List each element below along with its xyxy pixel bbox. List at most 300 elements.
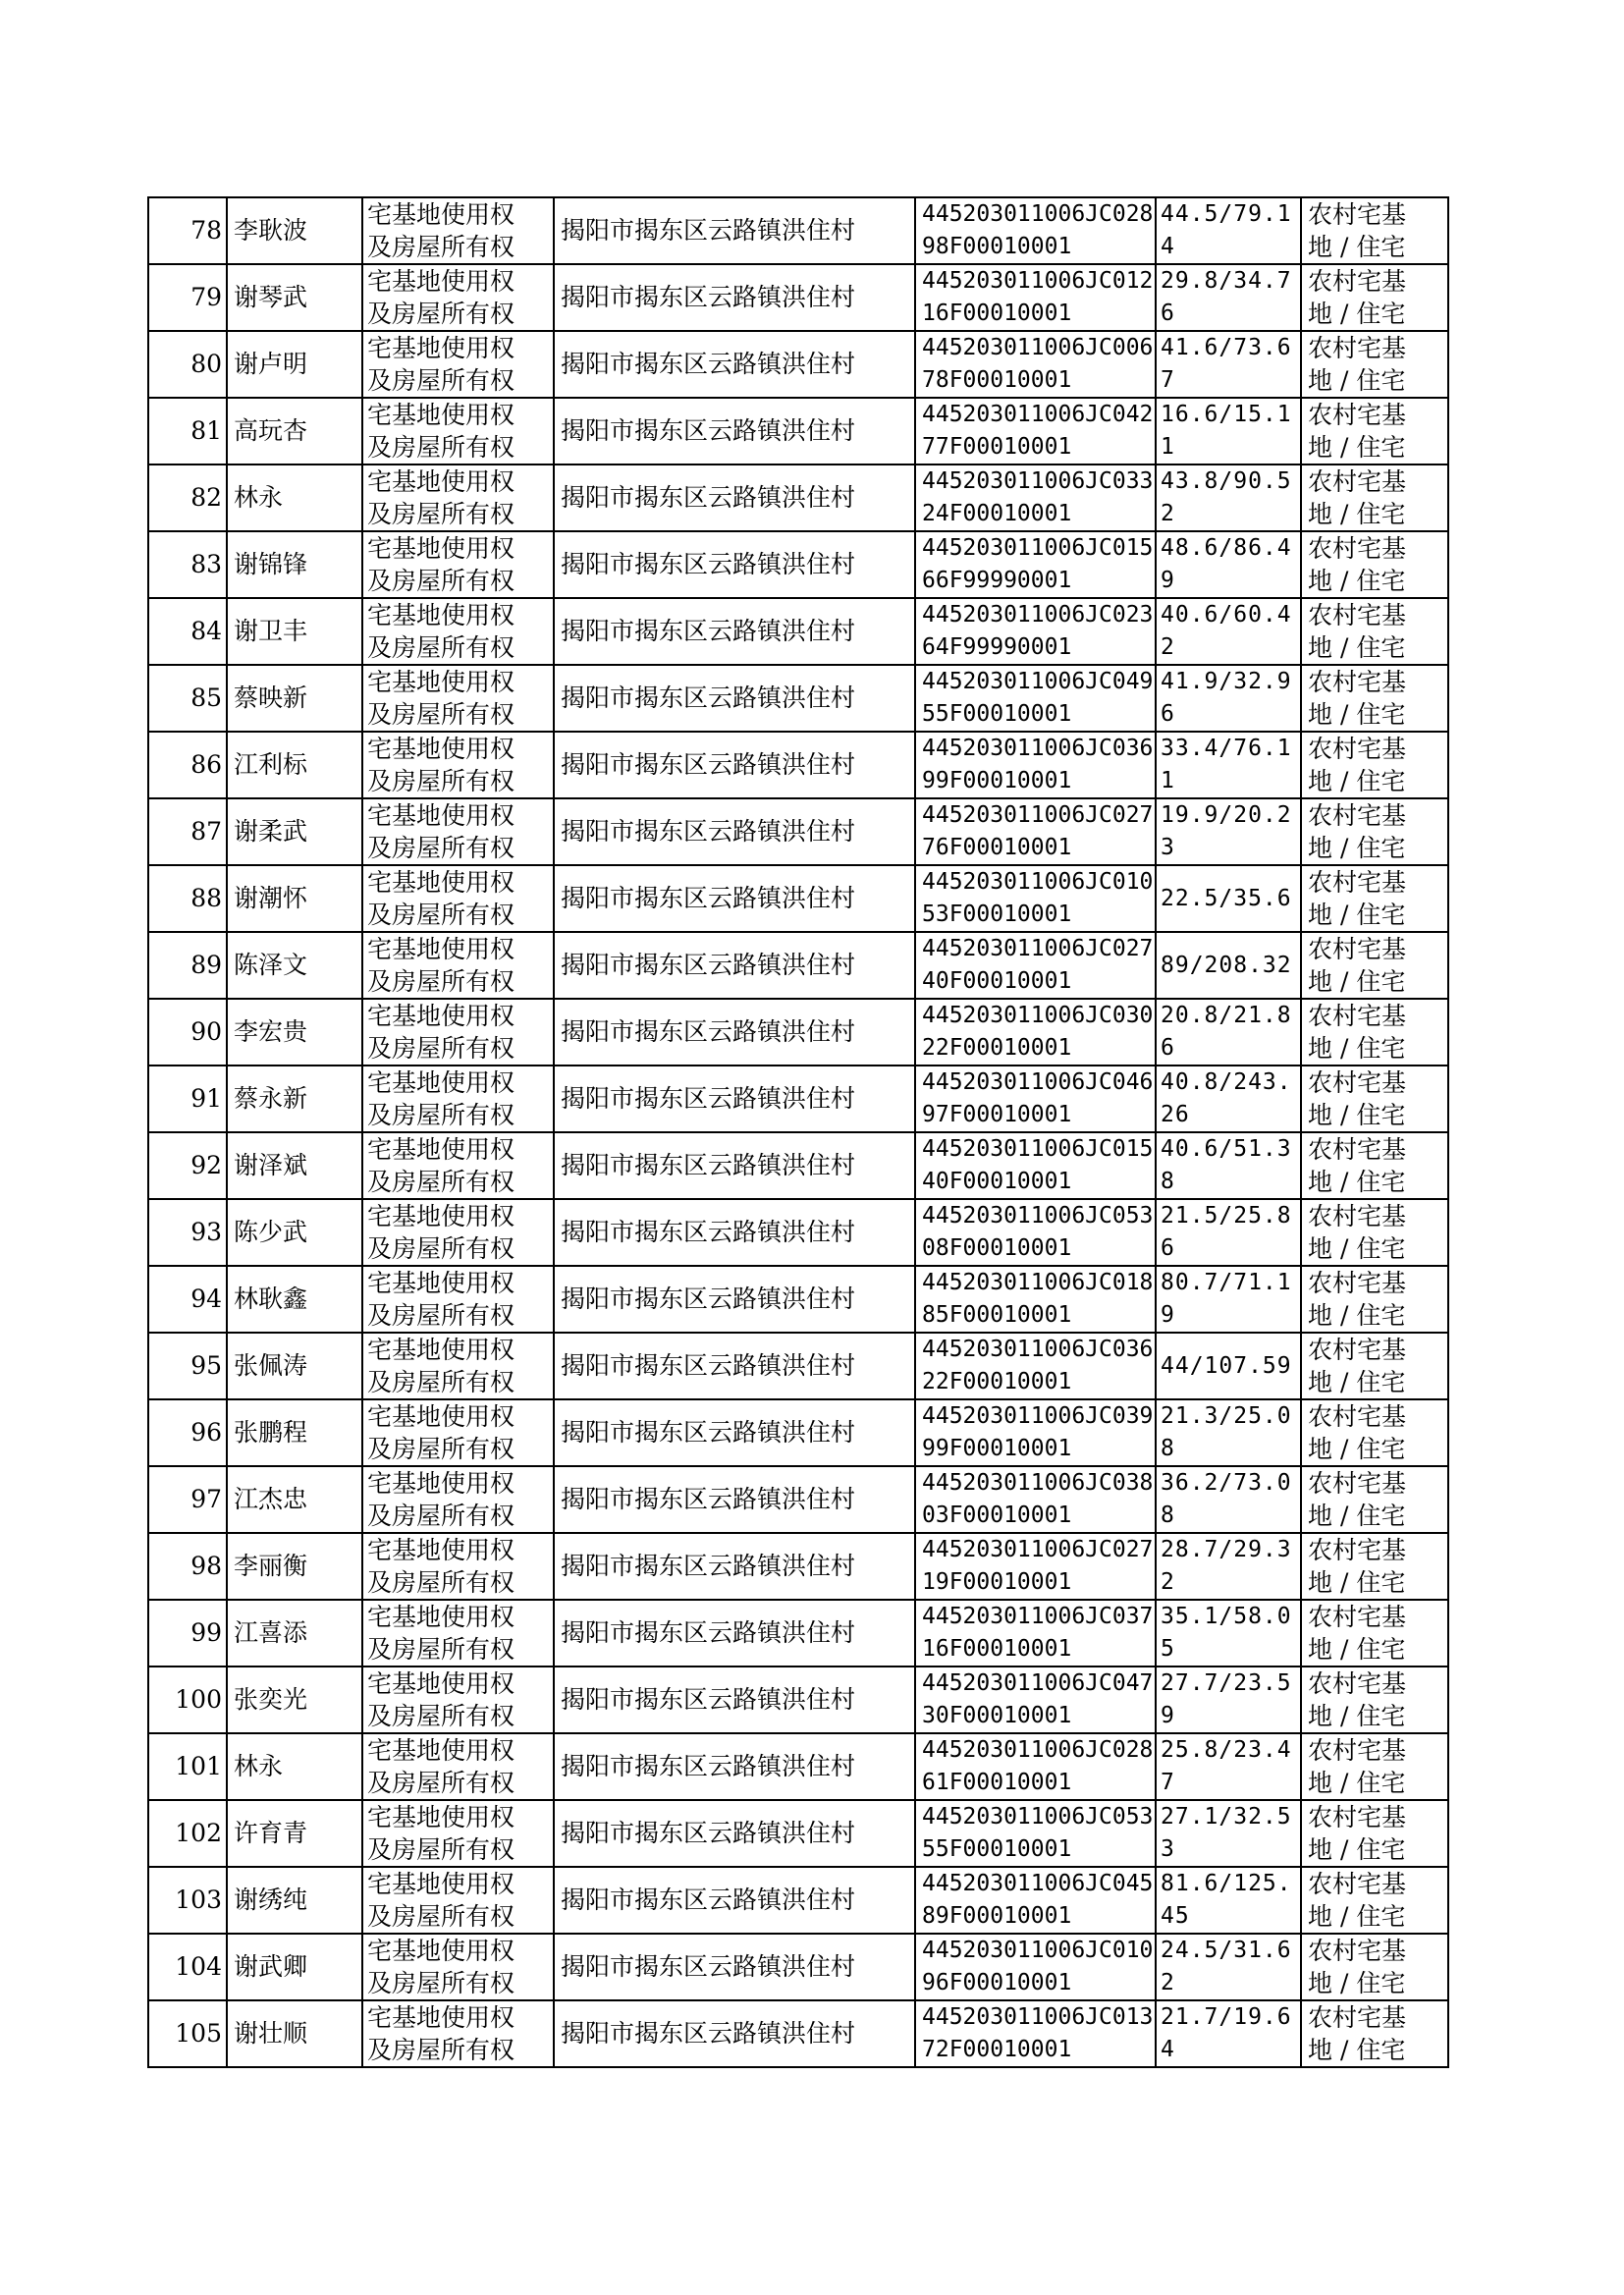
right-type-line1: 宅基地使用权 <box>367 1402 515 1431</box>
land-use-cell <box>1301 1466 1448 1533</box>
owner-name-cell: 林永 <box>227 464 362 531</box>
land-use-cell <box>1301 665 1448 732</box>
right-type-line2: 及房屋所有权 <box>367 567 515 595</box>
land-use-line2: 地 / 住宅 <box>1308 433 1406 462</box>
land-use-cell <box>1301 999 1448 1066</box>
location-cell: 揭阳市揭东区云路镇洪住村 <box>554 1066 915 1132</box>
right-type-cell <box>362 1266 554 1333</box>
location-cell: 揭阳市揭东区云路镇洪住村 <box>554 798 915 865</box>
unit-code-cell: 445203011006JC04589F00010001 <box>915 1867 1156 1934</box>
unit-code-cell: 445203011006JC01885F00010001 <box>915 1266 1156 1333</box>
area-cell: 48.6/86.49 <box>1156 531 1301 598</box>
right-type-line2: 及房屋所有权 <box>367 633 515 662</box>
right-type-cell <box>362 1333 554 1399</box>
right-type-cell <box>362 1533 554 1600</box>
right-type-line1: 宅基地使用权 <box>367 2003 515 2032</box>
land-use-line2: 地 / 住宅 <box>1308 767 1406 795</box>
row-number-cell: 100 <box>148 1667 227 1733</box>
area-cell: 21.7/19.64 <box>1156 2000 1301 2067</box>
owner-name-cell: 谢壮顺 <box>227 2000 362 2067</box>
land-use-line1: 农村宅基 <box>1308 668 1407 696</box>
row-number-cell: 81 <box>148 398 227 464</box>
unit-code-cell: 445203011006JC02719F00010001 <box>915 1533 1156 1600</box>
land-use-line2: 地 / 住宅 <box>1308 1969 1406 1997</box>
area-cell: 40.6/60.42 <box>1156 598 1301 665</box>
area-cell: 21.3/25.08 <box>1156 1399 1301 1466</box>
land-use-line2: 地 / 住宅 <box>1308 901 1406 929</box>
area-cell: 27.7/23.59 <box>1156 1667 1301 1733</box>
right-type-line1: 宅基地使用权 <box>367 1937 515 1965</box>
right-type-line1: 宅基地使用权 <box>367 1536 515 1564</box>
right-type-line1: 宅基地使用权 <box>367 868 515 897</box>
land-use-line2: 地 / 住宅 <box>1308 1835 1406 1864</box>
unit-code-cell: 445203011006JC02776F00010001 <box>915 798 1156 865</box>
land-use-cell <box>1301 531 1448 598</box>
location-cell: 揭阳市揭东区云路镇洪住村 <box>554 865 915 932</box>
land-use-line1: 农村宅基 <box>1308 1402 1407 1431</box>
unit-code-cell: 445203011006JC03716F00010001 <box>915 1600 1156 1667</box>
right-type-cell <box>362 1867 554 1934</box>
row-number-cell: 84 <box>148 598 227 665</box>
area-cell: 25.8/23.47 <box>1156 1733 1301 1800</box>
right-type-cell <box>362 264 554 331</box>
land-use-line2: 地 / 住宅 <box>1308 1635 1406 1664</box>
right-type-line2: 及房屋所有权 <box>367 767 515 795</box>
table-row <box>148 1733 1448 1800</box>
location-cell: 揭阳市揭东区云路镇洪住村 <box>554 665 915 732</box>
location-cell: 揭阳市揭东区云路镇洪住村 <box>554 1867 915 1934</box>
location-cell: 揭阳市揭东区云路镇洪住村 <box>554 197 915 264</box>
land-use-line2: 地 / 住宅 <box>1308 1101 1406 1129</box>
row-number-cell: 101 <box>148 1733 227 1800</box>
area-cell: 36.2/73.08 <box>1156 1466 1301 1533</box>
row-number-cell: 97 <box>148 1466 227 1533</box>
location-cell: 揭阳市揭东区云路镇洪住村 <box>554 398 915 464</box>
row-number-cell: 87 <box>148 798 227 865</box>
land-use-line1: 农村宅基 <box>1308 1937 1407 1965</box>
table-row <box>148 1800 1448 1867</box>
land-use-line2: 地 / 住宅 <box>1308 1168 1406 1196</box>
location-cell: 揭阳市揭东区云路镇洪住村 <box>554 531 915 598</box>
land-use-line1: 农村宅基 <box>1308 534 1407 563</box>
land-use-line1: 农村宅基 <box>1308 334 1407 362</box>
area-cell: 81.6/125.45 <box>1156 1867 1301 1934</box>
right-type-line1: 宅基地使用权 <box>367 1068 515 1097</box>
right-type-line1: 宅基地使用权 <box>367 534 515 563</box>
unit-code-cell: 445203011006JC01540F00010001 <box>915 1132 1156 1199</box>
owner-name-cell: 谢锦锋 <box>227 531 362 598</box>
right-type-line1: 宅基地使用权 <box>367 1669 515 1698</box>
unit-code-cell: 445203011006JC01216F00010001 <box>915 264 1156 331</box>
land-use-cell <box>1301 865 1448 932</box>
table-row <box>148 398 1448 464</box>
location-cell: 揭阳市揭东区云路镇洪住村 <box>554 1533 915 1600</box>
land-use-line2: 地 / 住宅 <box>1308 1702 1406 1730</box>
land-use-line2: 地 / 住宅 <box>1308 834 1406 862</box>
land-use-line1: 农村宅基 <box>1308 935 1407 963</box>
unit-code-cell: 445203011006JC03622F00010001 <box>915 1333 1156 1399</box>
table-row <box>148 1533 1448 1600</box>
table-row <box>148 1399 1448 1466</box>
row-number-cell: 88 <box>148 865 227 932</box>
land-use-line1: 农村宅基 <box>1308 1870 1407 1898</box>
area-cell: 19.9/20.23 <box>1156 798 1301 865</box>
area-cell: 43.8/90.52 <box>1156 464 1301 531</box>
row-number-cell: 79 <box>148 264 227 331</box>
land-use-line2: 地 / 住宅 <box>1308 1301 1406 1330</box>
land-use-line2: 地 / 住宅 <box>1308 633 1406 662</box>
right-type-line2: 及房屋所有权 <box>367 500 515 528</box>
land-use-line2: 地 / 住宅 <box>1308 1502 1406 1530</box>
unit-code-cell: 445203011006JC01566F99990001 <box>915 531 1156 598</box>
unit-code-cell: 445203011006JC03324F00010001 <box>915 464 1156 531</box>
land-use-cell <box>1301 732 1448 798</box>
unit-code-cell: 445203011006JC04697F00010001 <box>915 1066 1156 1132</box>
land-use-line2: 地 / 住宅 <box>1308 366 1406 395</box>
owner-name-cell: 许育青 <box>227 1800 362 1867</box>
land-use-line1: 农村宅基 <box>1308 267 1407 296</box>
area-cell: 40.6/51.38 <box>1156 1132 1301 1199</box>
land-use-cell <box>1301 331 1448 398</box>
row-number-cell: 92 <box>148 1132 227 1199</box>
land-use-cell <box>1301 2000 1448 2067</box>
right-type-line2: 及房屋所有权 <box>367 233 515 261</box>
right-type-cell <box>362 1199 554 1266</box>
table-row <box>148 197 1448 264</box>
right-type-cell <box>362 798 554 865</box>
unit-code-cell: 445203011006JC03999F00010001 <box>915 1399 1156 1466</box>
area-cell: 21.5/25.86 <box>1156 1199 1301 1266</box>
right-type-line1: 宅基地使用权 <box>367 735 515 763</box>
land-use-cell <box>1301 264 1448 331</box>
right-type-line1: 宅基地使用权 <box>367 401 515 429</box>
area-cell: 27.1/32.53 <box>1156 1800 1301 1867</box>
table-row <box>148 1600 1448 1667</box>
location-cell: 揭阳市揭东区云路镇洪住村 <box>554 1399 915 1466</box>
land-use-line2: 地 / 住宅 <box>1308 967 1406 996</box>
location-cell: 揭阳市揭东区云路镇洪住村 <box>554 264 915 331</box>
right-type-cell <box>362 1934 554 2000</box>
right-type-line2: 及房屋所有权 <box>367 1635 515 1664</box>
right-type-line2: 及房屋所有权 <box>367 1568 515 1597</box>
unit-code-cell: 445203011006JC01372F00010001 <box>915 2000 1156 2067</box>
right-type-line2: 及房屋所有权 <box>367 433 515 462</box>
land-use-line1: 农村宅基 <box>1308 735 1407 763</box>
land-use-cell <box>1301 1800 1448 1867</box>
area-cell: 44.5/79.14 <box>1156 197 1301 264</box>
owner-name-cell: 谢琴武 <box>227 264 362 331</box>
land-use-line1: 农村宅基 <box>1308 1135 1407 1164</box>
right-type-line2: 及房屋所有权 <box>367 1702 515 1730</box>
land-use-cell <box>1301 1600 1448 1667</box>
right-type-line2: 及房屋所有权 <box>367 1969 515 1997</box>
owner-name-cell: 张佩涛 <box>227 1333 362 1399</box>
table-row <box>148 865 1448 932</box>
owner-name-cell: 李耿波 <box>227 197 362 264</box>
land-use-cell <box>1301 598 1448 665</box>
area-cell: 22.5/35.6 <box>1156 865 1301 932</box>
table-row <box>148 1333 1448 1399</box>
land-use-cell <box>1301 1667 1448 1733</box>
right-type-cell <box>362 331 554 398</box>
area-cell: 35.1/58.05 <box>1156 1600 1301 1667</box>
location-cell: 揭阳市揭东区云路镇洪住村 <box>554 732 915 798</box>
unit-code-cell: 445203011006JC03699F00010001 <box>915 732 1156 798</box>
right-type-cell <box>362 2000 554 2067</box>
table-row <box>148 1934 1448 2000</box>
row-number-cell: 95 <box>148 1333 227 1399</box>
right-type-line2: 及房屋所有权 <box>367 1835 515 1864</box>
unit-code-cell: 445203011006JC05355F00010001 <box>915 1800 1156 1867</box>
right-type-line1: 宅基地使用权 <box>367 1736 515 1765</box>
table-row <box>148 1066 1448 1132</box>
right-type-line2: 及房屋所有权 <box>367 901 515 929</box>
land-use-line1: 农村宅基 <box>1308 1536 1407 1564</box>
unit-code-cell: 445203011006JC00678F00010001 <box>915 331 1156 398</box>
land-use-line2: 地 / 住宅 <box>1308 1234 1406 1263</box>
table-row <box>148 264 1448 331</box>
right-type-cell <box>362 464 554 531</box>
table-row <box>148 1466 1448 1533</box>
right-type-line2: 及房屋所有权 <box>367 1902 515 1931</box>
row-number-cell: 78 <box>148 197 227 264</box>
right-type-line1: 宅基地使用权 <box>367 1202 515 1230</box>
table-row <box>148 464 1448 531</box>
right-type-line1: 宅基地使用权 <box>367 467 515 496</box>
land-use-line2: 地 / 住宅 <box>1308 567 1406 595</box>
land-use-line1: 农村宅基 <box>1308 1736 1407 1765</box>
land-use-cell <box>1301 464 1448 531</box>
row-number-cell: 98 <box>148 1533 227 1600</box>
right-type-cell <box>362 1800 554 1867</box>
land-use-line1: 农村宅基 <box>1308 1202 1407 1230</box>
land-use-line1: 农村宅基 <box>1308 1269 1407 1297</box>
right-type-line2: 及房屋所有权 <box>367 2036 515 2064</box>
land-use-cell <box>1301 1867 1448 1934</box>
land-use-cell <box>1301 1333 1448 1399</box>
land-use-line1: 农村宅基 <box>1308 1068 1407 1097</box>
location-cell: 揭阳市揭东区云路镇洪住村 <box>554 1132 915 1199</box>
area-cell: 80.7/71.19 <box>1156 1266 1301 1333</box>
location-cell: 揭阳市揭东区云路镇洪住村 <box>554 464 915 531</box>
owner-name-cell: 谢卢明 <box>227 331 362 398</box>
right-type-cell <box>362 932 554 999</box>
right-type-line1: 宅基地使用权 <box>367 1336 515 1364</box>
table-row <box>148 1667 1448 1733</box>
owner-name-cell: 江杰忠 <box>227 1466 362 1533</box>
land-use-line2: 地 / 住宅 <box>1308 1034 1406 1063</box>
area-cell: 89/208.32 <box>1156 932 1301 999</box>
location-cell: 揭阳市揭东区云路镇洪住村 <box>554 1600 915 1667</box>
right-type-line1: 宅基地使用权 <box>367 1269 515 1297</box>
land-use-line2: 地 / 住宅 <box>1308 700 1406 729</box>
right-type-cell <box>362 398 554 464</box>
right-type-line2: 及房屋所有权 <box>367 1502 515 1530</box>
right-type-line1: 宅基地使用权 <box>367 200 515 229</box>
right-type-line1: 宅基地使用权 <box>367 1870 515 1898</box>
right-type-line2: 及房屋所有权 <box>367 1368 515 1396</box>
owner-name-cell: 陈泽文 <box>227 932 362 999</box>
row-number-cell: 80 <box>148 331 227 398</box>
row-number-cell: 105 <box>148 2000 227 2067</box>
owner-name-cell: 江利标 <box>227 732 362 798</box>
area-cell: 41.6/73.67 <box>1156 331 1301 398</box>
location-cell: 揭阳市揭东区云路镇洪住村 <box>554 1199 915 1266</box>
location-cell: 揭阳市揭东区云路镇洪住村 <box>554 598 915 665</box>
row-number-cell: 83 <box>148 531 227 598</box>
right-type-cell <box>362 1733 554 1800</box>
table-row <box>148 1199 1448 1266</box>
land-use-line2: 地 / 住宅 <box>1308 233 1406 261</box>
right-type-cell <box>362 531 554 598</box>
row-number-cell: 90 <box>148 999 227 1066</box>
unit-code-cell: 445203011006JC02740F00010001 <box>915 932 1156 999</box>
right-type-cell <box>362 665 554 732</box>
land-use-line1: 农村宅基 <box>1308 868 1407 897</box>
table-row <box>148 665 1448 732</box>
right-type-line2: 及房屋所有权 <box>367 700 515 729</box>
right-type-line2: 及房屋所有权 <box>367 1101 515 1129</box>
location-cell: 揭阳市揭东区云路镇洪住村 <box>554 331 915 398</box>
table-row <box>148 2000 1448 2067</box>
owner-name-cell: 陈少武 <box>227 1199 362 1266</box>
row-number-cell: 94 <box>148 1266 227 1333</box>
right-type-line1: 宅基地使用权 <box>367 801 515 830</box>
row-number-cell: 89 <box>148 932 227 999</box>
location-cell: 揭阳市揭东区云路镇洪住村 <box>554 1733 915 1800</box>
right-type-cell <box>362 1132 554 1199</box>
owner-name-cell: 谢柔武 <box>227 798 362 865</box>
area-cell: 33.4/76.11 <box>1156 732 1301 798</box>
right-type-line2: 及房屋所有权 <box>367 1034 515 1063</box>
area-cell: 41.9/32.96 <box>1156 665 1301 732</box>
right-type-line1: 宅基地使用权 <box>367 1469 515 1498</box>
right-type-cell <box>362 865 554 932</box>
owner-name-cell: 高玩杏 <box>227 398 362 464</box>
unit-code-cell: 445203011006JC04955F00010001 <box>915 665 1156 732</box>
right-type-cell <box>362 1600 554 1667</box>
land-use-cell <box>1301 1066 1448 1132</box>
table-row <box>148 932 1448 999</box>
land-use-cell <box>1301 398 1448 464</box>
row-number-cell: 86 <box>148 732 227 798</box>
location-cell: 揭阳市揭东区云路镇洪住村 <box>554 1934 915 2000</box>
unit-code-cell: 445203011006JC03803F00010001 <box>915 1466 1156 1533</box>
owner-name-cell: 蔡永新 <box>227 1066 362 1132</box>
land-use-cell <box>1301 1533 1448 1600</box>
land-use-cell <box>1301 1132 1448 1199</box>
location-cell: 揭阳市揭东区云路镇洪住村 <box>554 1333 915 1399</box>
row-number-cell: 104 <box>148 1934 227 2000</box>
table-row <box>148 798 1448 865</box>
table-row <box>148 732 1448 798</box>
area-cell: 24.5/31.62 <box>1156 1934 1301 2000</box>
area-cell: 40.8/243.26 <box>1156 1066 1301 1132</box>
land-use-line2: 地 / 住宅 <box>1308 2036 1406 2064</box>
row-number-cell: 82 <box>148 464 227 531</box>
right-type-line1: 宅基地使用权 <box>367 935 515 963</box>
right-type-cell <box>362 1466 554 1533</box>
right-type-line1: 宅基地使用权 <box>367 1803 515 1831</box>
location-cell: 揭阳市揭东区云路镇洪住村 <box>554 999 915 1066</box>
owner-name-cell: 谢武卿 <box>227 1934 362 2000</box>
registry-table <box>147 196 1449 2068</box>
owner-name-cell: 林永 <box>227 1733 362 1800</box>
owner-name-cell: 江喜添 <box>227 1600 362 1667</box>
land-use-cell <box>1301 1266 1448 1333</box>
location-cell: 揭阳市揭东区云路镇洪住村 <box>554 2000 915 2067</box>
right-type-cell <box>362 598 554 665</box>
land-use-line1: 农村宅基 <box>1308 1002 1407 1030</box>
land-use-line1: 农村宅基 <box>1308 1603 1407 1631</box>
row-number-cell: 96 <box>148 1399 227 1466</box>
location-cell: 揭阳市揭东区云路镇洪住村 <box>554 932 915 999</box>
location-cell: 揭阳市揭东区云路镇洪住村 <box>554 1667 915 1733</box>
land-use-line2: 地 / 住宅 <box>1308 1568 1406 1597</box>
land-use-line2: 地 / 住宅 <box>1308 1435 1406 1463</box>
unit-code-cell: 445203011006JC01053F00010001 <box>915 865 1156 932</box>
location-cell: 揭阳市揭东区云路镇洪住村 <box>554 1266 915 1333</box>
land-use-line1: 农村宅基 <box>1308 200 1407 229</box>
right-type-line1: 宅基地使用权 <box>367 668 515 696</box>
owner-name-cell: 谢潮怀 <box>227 865 362 932</box>
location-cell: 揭阳市揭东区云路镇洪住村 <box>554 1466 915 1533</box>
land-use-cell <box>1301 932 1448 999</box>
area-cell: 28.7/29.32 <box>1156 1533 1301 1600</box>
row-number-cell: 93 <box>148 1199 227 1266</box>
land-use-cell <box>1301 1733 1448 1800</box>
right-type-line1: 宅基地使用权 <box>367 601 515 629</box>
right-type-line2: 及房屋所有权 <box>367 1234 515 1263</box>
land-use-line2: 地 / 住宅 <box>1308 1769 1406 1797</box>
owner-name-cell: 蔡映新 <box>227 665 362 732</box>
unit-code-cell: 445203011006JC02861F00010001 <box>915 1733 1156 1800</box>
table-row <box>148 1132 1448 1199</box>
row-number-cell: 99 <box>148 1600 227 1667</box>
owner-name-cell: 谢泽斌 <box>227 1132 362 1199</box>
land-use-line1: 农村宅基 <box>1308 467 1407 496</box>
row-number-cell: 91 <box>148 1066 227 1132</box>
right-type-line2: 及房屋所有权 <box>367 834 515 862</box>
land-use-cell <box>1301 1934 1448 2000</box>
row-number-cell: 85 <box>148 665 227 732</box>
right-type-line2: 及房屋所有权 <box>367 1769 515 1797</box>
land-use-line2: 地 / 住宅 <box>1308 1902 1406 1931</box>
owner-name-cell: 张鹏程 <box>227 1399 362 1466</box>
land-use-line2: 地 / 住宅 <box>1308 1368 1406 1396</box>
right-type-cell <box>362 1667 554 1733</box>
right-type-line2: 及房屋所有权 <box>367 300 515 328</box>
right-type-cell <box>362 999 554 1066</box>
land-use-line1: 农村宅基 <box>1308 1469 1407 1498</box>
land-use-line1: 农村宅基 <box>1308 601 1407 629</box>
land-use-cell <box>1301 1199 1448 1266</box>
right-type-line1: 宅基地使用权 <box>367 1002 515 1030</box>
unit-code-cell: 445203011006JC01096F00010001 <box>915 1934 1156 2000</box>
table-body <box>148 197 1448 2067</box>
table-row <box>148 999 1448 1066</box>
area-cell: 20.8/21.86 <box>1156 999 1301 1066</box>
right-type-cell <box>362 732 554 798</box>
table-row <box>148 1266 1448 1333</box>
table-row <box>148 598 1448 665</box>
land-use-line1: 农村宅基 <box>1308 801 1407 830</box>
right-type-line1: 宅基地使用权 <box>367 1603 515 1631</box>
land-use-line1: 农村宅基 <box>1308 2003 1407 2032</box>
right-type-cell <box>362 1399 554 1466</box>
table-row <box>148 1867 1448 1934</box>
land-use-cell <box>1301 197 1448 264</box>
